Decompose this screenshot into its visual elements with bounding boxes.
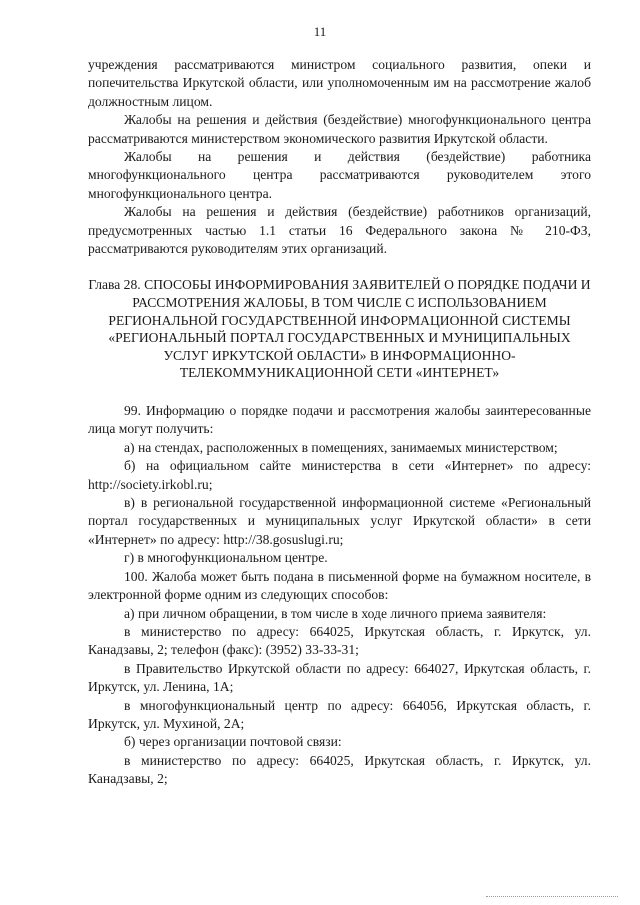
paragraph-continuation: учреждения рассматриваются министром социального развития, опеки и попечительства Иркутской области, или уполномоченным им на рассмотрение жалоб должностным лицом. (88, 57, 591, 109)
address-ministry-post: в министерство по адресу: 664025, Иркутская область, г. Иркутск, ул. Канадзавы, 2; (88, 752, 591, 787)
chapter-heading: Глава 28. СПОСОБЫ ИНФОРМИРОВАНИЯ ЗАЯВИТЕЛЕЙ О ПОРЯДКЕ ПОДАЧИ И РАССМОТРЕНИЯ ЖАЛОБЫ, В ТОМ ЧИСЛЕ С ИСПОЛЬЗОВАНИЕМ РЕГИОНАЛЬНОЙ ГОСУДАРСТВЕННОЙ ИНФОРМАЦИОННОЙ СИСТЕМЫ «РЕГИОНАЛЬНЫЙ ПОРТАЛ ГОСУДАРСТВЕННЫХ И МУНИЦИПАЛЬНЫХ УСЛУГ ИРКУТСКОЙ ОБЛАСТИ» В ИНФОРМАЦИОННО-ТЕЛЕКОММУНИКАЦИОННОЙ СЕТИ «ИНТЕРНЕТ» (88, 277, 591, 381)
paragraph-99: 99. Информацию о порядке подачи и рассмотрения жалобы заинтересованные лица могут получить: (88, 403, 591, 437)
list-item-b-website: б) на официальном сайте министерства в сети «Интернет» по адресу: http://society.irkobl.ru; (88, 458, 591, 492)
list-item-a-stands: а) на стендах, расположенных в помещениях, занимаемых министерством; (124, 439, 558, 455)
list-item-g-mfc: г) в многофункциональном центре. (124, 550, 328, 566)
address-government: в Правительство Иркутской области по адресу: 664027, Иркутская область, г. Иркутск, ул. Ленина, 1А; (88, 660, 591, 695)
page-number: 11 (313, 24, 327, 39)
list-item-b-post: б) через организации почтовой связи: (124, 734, 342, 750)
paragraph-100: 100. Жалоба может быть подана в письменной форме на бумажном носителе, в электронной форме одним из следующих способов: (88, 568, 591, 603)
paragraph-organizations-complaints: Жалобы на решения и действия (бездействие) работников организаций, предусмотренных частью 1.1 статьи 16 Федерального закона № 210-ФЗ, рассматриваются руководителям этих организаций. (88, 204, 591, 257)
list-item-a-personal: а) при личном обращении, в том числе в ходе личного приема заявителя: (124, 605, 547, 621)
footer-dotted-line (486, 896, 618, 899)
list-item-v-portal: в) в региональной государственной информационной системе «Региональный портал государственных и муниципальных услуг Иркутской области» в сети «Интернет» по адресу: http://38.gosuslugi.ru; (88, 495, 591, 547)
address-ministry: в министерство по адресу: 664025, Иркутская область, г. Иркутск, ул. Канадзавы, 2; телефон (факс): (3952) 33-33-31; (88, 623, 591, 658)
paragraph-mfc-worker-complaints: Жалобы на решения и действия (бездействие) работника многофункционального центра рассматриваются руководителем этого многофункционального центра. (88, 149, 591, 201)
paragraph-mfc-complaints: Жалобы на решения и действия (бездействие) многофункционального центра рассматриваются министерством экономического развития Иркутской области. (88, 112, 591, 146)
document-body (88, 56, 591, 789)
address-mfc: в многофункциональный центр по адресу: 664056, Иркутская область, г. Иркутск, ул. Мухиной, 2А; (88, 697, 591, 731)
